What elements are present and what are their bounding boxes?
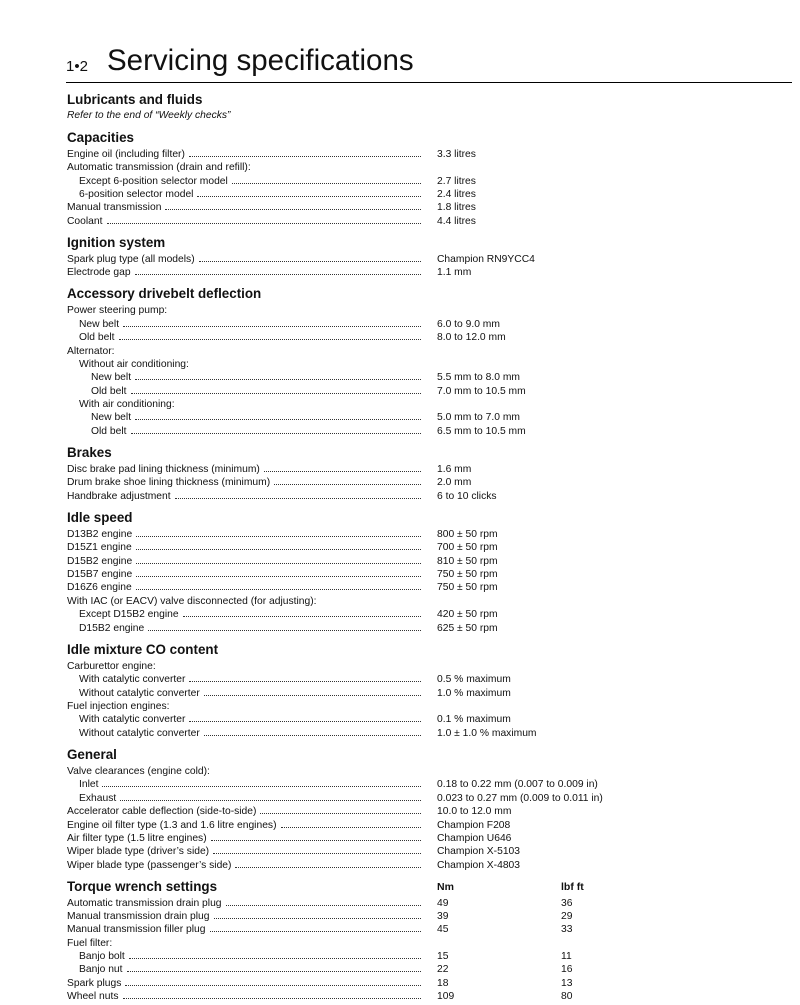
dot-leader — [235, 867, 421, 868]
spec-row — [67, 923, 421, 937]
spec-row — [67, 555, 421, 569]
spec-label: D15Z1 engine — [67, 542, 132, 553]
spec-label: Wiper blade type (driver’s side) — [67, 846, 210, 857]
spec-row — [67, 215, 421, 229]
spec-subheading: Carburettor engine: — [67, 661, 156, 672]
spec-value: 10.0 to 12.0 mm — [437, 806, 512, 817]
lubricants-note: Refer to the end of “Weekly checks” — [67, 110, 231, 121]
spec-row — [67, 845, 421, 859]
spec-value: 2.0 mm — [437, 477, 472, 488]
section-heading-idle-speed: Idle speed — [67, 510, 133, 525]
section-heading-capacities: Capacities — [67, 130, 134, 145]
spec-value-nm: 15 — [437, 951, 449, 962]
spec-value-nm: 39 — [437, 911, 449, 922]
spec-value: 1.1 mm — [437, 267, 472, 278]
spec-row — [79, 318, 421, 332]
spec-label: Old belt — [91, 426, 127, 437]
spec-value-lbf: 13 — [561, 978, 573, 989]
spec-label: Spark plugs — [67, 978, 122, 989]
spec-label: Disc brake pad lining thickness (minimum) — [67, 464, 260, 475]
spec-row — [67, 148, 421, 162]
spec-value: 1.0 ± 1.0 % maximum — [437, 728, 537, 739]
spec-label: Without catalytic converter — [79, 728, 200, 739]
spec-row — [79, 687, 421, 701]
dot-leader — [123, 998, 421, 999]
spec-label: Air filter type (1.5 litre engines) — [67, 833, 207, 844]
spec-label: New belt — [91, 412, 132, 423]
page-title: Servicing specifications — [107, 44, 414, 77]
spec-label: Automatic transmission drain plug — [67, 898, 222, 909]
spec-value: Champion X-5103 — [437, 846, 520, 857]
spec-label: Except 6-position selector model — [79, 176, 228, 187]
dot-leader — [148, 630, 421, 631]
spec-subheading: Fuel filter: — [67, 938, 113, 949]
spec-row — [79, 713, 421, 727]
spec-value: 1.6 mm — [437, 464, 472, 475]
spec-value-nm: 45 — [437, 924, 449, 935]
spec-row — [79, 608, 421, 622]
dot-leader — [119, 339, 422, 340]
section-heading-general: General — [67, 747, 117, 762]
dot-leader — [197, 196, 421, 197]
spec-row — [91, 425, 421, 439]
dot-leader — [120, 800, 421, 801]
spec-label: Wheel nuts — [67, 991, 119, 1002]
spec-value: 7.0 mm to 10.5 mm — [437, 386, 526, 397]
dot-leader — [102, 786, 421, 787]
spec-label: Engine oil filter type (1.3 and 1.6 litre engines) — [67, 820, 277, 831]
spec-subheading: Power steering pump: — [67, 305, 168, 316]
dot-leader — [127, 971, 421, 972]
section-heading-ignition: Ignition system — [67, 235, 166, 250]
spec-value: 800 ± 50 rpm — [437, 529, 498, 540]
spec-value-lbf: 33 — [561, 924, 573, 935]
dot-leader — [214, 918, 421, 919]
spec-row — [67, 977, 421, 991]
spec-value: 0.1 % maximum — [437, 714, 511, 725]
dot-leader — [107, 223, 422, 224]
page-number: 1•2 — [66, 58, 88, 75]
spec-subheading: Automatic transmission (drain and refill): — [67, 162, 251, 173]
spec-row — [67, 201, 421, 215]
spec-subheading: Fuel injection engines: — [67, 701, 170, 712]
section-heading-lubricants: Lubricants and fluids — [67, 92, 203, 107]
spec-row — [67, 897, 421, 911]
spec-value-nm: 22 — [437, 964, 449, 975]
spec-label: Exhaust — [79, 793, 117, 804]
dot-leader — [281, 827, 422, 828]
spec-row — [79, 950, 421, 964]
dot-leader — [260, 813, 421, 814]
spec-value: 2.7 litres — [437, 176, 476, 187]
spec-row — [67, 253, 421, 267]
spec-value-lbf: 29 — [561, 911, 573, 922]
column-header-lbf-ft: lbf ft — [561, 881, 584, 893]
section-heading-brakes: Brakes — [67, 445, 112, 460]
dot-leader — [189, 721, 421, 722]
spec-value: 420 ± 50 rpm — [437, 609, 498, 620]
spec-value-nm: 18 — [437, 978, 449, 989]
spec-label: 6-position selector model — [79, 189, 194, 200]
dot-leader — [165, 209, 421, 210]
spec-value: 8.0 to 12.0 mm — [437, 332, 506, 343]
spec-value: 625 ± 50 rpm — [437, 623, 498, 634]
spec-row — [79, 622, 421, 636]
spec-row — [67, 541, 421, 555]
spec-label: Accelerator cable deflection (side-to-side) — [67, 806, 257, 817]
spec-subheading: Valve clearances (engine cold): — [67, 766, 210, 777]
spec-value: Champion RN9YCC4 — [437, 254, 535, 265]
spec-label: Electrode gap — [67, 267, 131, 278]
dot-leader — [131, 433, 422, 434]
spec-value: 1.8 litres — [437, 202, 476, 213]
section-heading-torque: Torque wrench settings — [67, 879, 218, 894]
spec-label: Drum brake shoe lining thickness (minimum) — [67, 477, 271, 488]
spec-value: Champion F208 — [437, 820, 511, 831]
dot-leader — [136, 549, 421, 550]
page-header — [66, 42, 800, 84]
dot-leader — [135, 274, 421, 275]
spec-value-nm: 49 — [437, 898, 449, 909]
spec-label: Banjo bolt — [79, 951, 125, 962]
section-heading-drivebelt: Accessory drivebelt deflection — [67, 286, 262, 301]
dot-leader — [136, 563, 421, 564]
dot-leader — [189, 681, 421, 682]
dot-leader — [135, 419, 421, 420]
spec-label: D15B7 engine — [67, 569, 133, 580]
spec-value: 4.4 litres — [437, 216, 476, 227]
spec-value-nm: 109 — [437, 991, 455, 1002]
spec-label: D16Z6 engine — [67, 582, 132, 593]
spec-label: With catalytic converter — [79, 714, 186, 725]
spec-row — [67, 266, 421, 280]
spec-row — [91, 371, 421, 385]
column-header-nm: Nm — [437, 881, 454, 893]
spec-row — [91, 411, 421, 425]
spec-label: Except D15B2 engine — [79, 609, 179, 620]
dot-leader — [199, 261, 421, 262]
spec-row — [79, 188, 421, 202]
spec-label: Spark plug type (all models) — [67, 254, 195, 265]
spec-value: 0.18 to 0.22 mm (0.007 to 0.009 in) — [437, 779, 598, 790]
spec-row — [67, 581, 421, 595]
dot-leader — [129, 958, 421, 959]
spec-row — [67, 990, 421, 1004]
dot-leader — [135, 379, 421, 380]
spec-subheading: With IAC (or EACV) valve disconnected (for adjusting): — [67, 596, 317, 607]
dot-leader — [274, 484, 421, 485]
spec-label: Coolant — [67, 216, 103, 227]
dot-leader — [131, 393, 422, 394]
dot-leader — [210, 931, 422, 932]
spec-label: Old belt — [79, 332, 115, 343]
dot-leader — [125, 985, 421, 986]
dot-leader — [123, 326, 421, 327]
dot-leader — [136, 589, 421, 590]
spec-label: New belt — [91, 372, 132, 383]
spec-subheading: Alternator: — [67, 346, 115, 357]
spec-row — [79, 778, 421, 792]
spec-row — [67, 476, 421, 490]
spec-label: Banjo nut — [79, 964, 123, 975]
spec-row — [79, 673, 421, 687]
spec-row — [79, 331, 421, 345]
spec-subheading: Without air conditioning: — [79, 359, 189, 370]
spec-value: 810 ± 50 rpm — [437, 556, 498, 567]
spec-value: 750 ± 50 rpm — [437, 582, 498, 593]
dot-leader — [213, 853, 421, 854]
spec-value: 6.5 mm to 10.5 mm — [437, 426, 526, 437]
spec-label: Manual transmission — [67, 202, 162, 213]
spec-row — [67, 819, 421, 833]
spec-label: Handbrake adjustment — [67, 491, 171, 502]
spec-subheading: With air conditioning: — [79, 399, 175, 410]
dot-leader — [232, 183, 421, 184]
spec-label: D13B2 engine — [67, 529, 133, 540]
spec-row — [67, 490, 421, 504]
dot-leader — [204, 735, 421, 736]
spec-value: 5.5 mm to 8.0 mm — [437, 372, 520, 383]
spec-label: Wiper blade type (passenger’s side) — [67, 860, 232, 871]
spec-label: With catalytic converter — [79, 674, 186, 685]
spec-value: 750 ± 50 rpm — [437, 569, 498, 580]
spec-label: New belt — [79, 319, 120, 330]
spec-value-lbf: 80 — [561, 991, 573, 1002]
spec-label: Manual transmission filler plug — [67, 924, 206, 935]
dot-leader — [136, 576, 421, 577]
spec-value-lbf: 36 — [561, 898, 573, 909]
spec-value: 6.0 to 9.0 mm — [437, 319, 500, 330]
spec-value: Champion U646 — [437, 833, 512, 844]
spec-row — [67, 568, 421, 582]
spec-label: Without catalytic converter — [79, 688, 200, 699]
spec-value: 5.0 mm to 7.0 mm — [437, 412, 520, 423]
header-rule — [66, 82, 792, 83]
spec-value-lbf: 16 — [561, 964, 573, 975]
spec-value: 2.4 litres — [437, 189, 476, 200]
spec-row — [79, 792, 421, 806]
spec-value: 0.5 % maximum — [437, 674, 511, 685]
spec-value: 6 to 10 clicks — [437, 491, 497, 502]
dot-leader — [136, 536, 421, 537]
spec-label: Manual transmission drain plug — [67, 911, 210, 922]
spec-value: Champion X-4803 — [437, 860, 520, 871]
spec-value: 700 ± 50 rpm — [437, 542, 498, 553]
spec-label: Old belt — [91, 386, 127, 397]
dot-leader — [211, 840, 421, 841]
spec-row — [79, 727, 421, 741]
dot-leader — [226, 905, 421, 906]
spec-row — [91, 385, 421, 399]
dot-leader — [264, 471, 421, 472]
spec-label: D15B2 engine — [79, 623, 145, 634]
spec-label: Engine oil (including filter) — [67, 149, 185, 160]
spec-row — [67, 805, 421, 819]
spec-label: Inlet — [79, 779, 99, 790]
spec-row — [79, 963, 421, 977]
spec-row — [67, 528, 421, 542]
spec-row — [67, 910, 421, 924]
spec-value: 0.023 to 0.27 mm (0.009 to 0.011 in) — [437, 793, 603, 804]
spec-value: 1.0 % maximum — [437, 688, 511, 699]
spec-row — [67, 832, 421, 846]
dot-leader — [204, 695, 421, 696]
dot-leader — [175, 498, 421, 499]
spec-row — [67, 463, 421, 477]
spec-row — [67, 859, 421, 873]
dot-leader — [183, 616, 421, 617]
spec-row — [79, 175, 421, 189]
spec-label: D15B2 engine — [67, 556, 133, 567]
section-heading-co-content: Idle mixture CO content — [67, 642, 219, 657]
spec-value-lbf: 11 — [561, 951, 572, 962]
dot-leader — [189, 156, 421, 157]
spec-value: 3.3 litres — [437, 149, 476, 160]
